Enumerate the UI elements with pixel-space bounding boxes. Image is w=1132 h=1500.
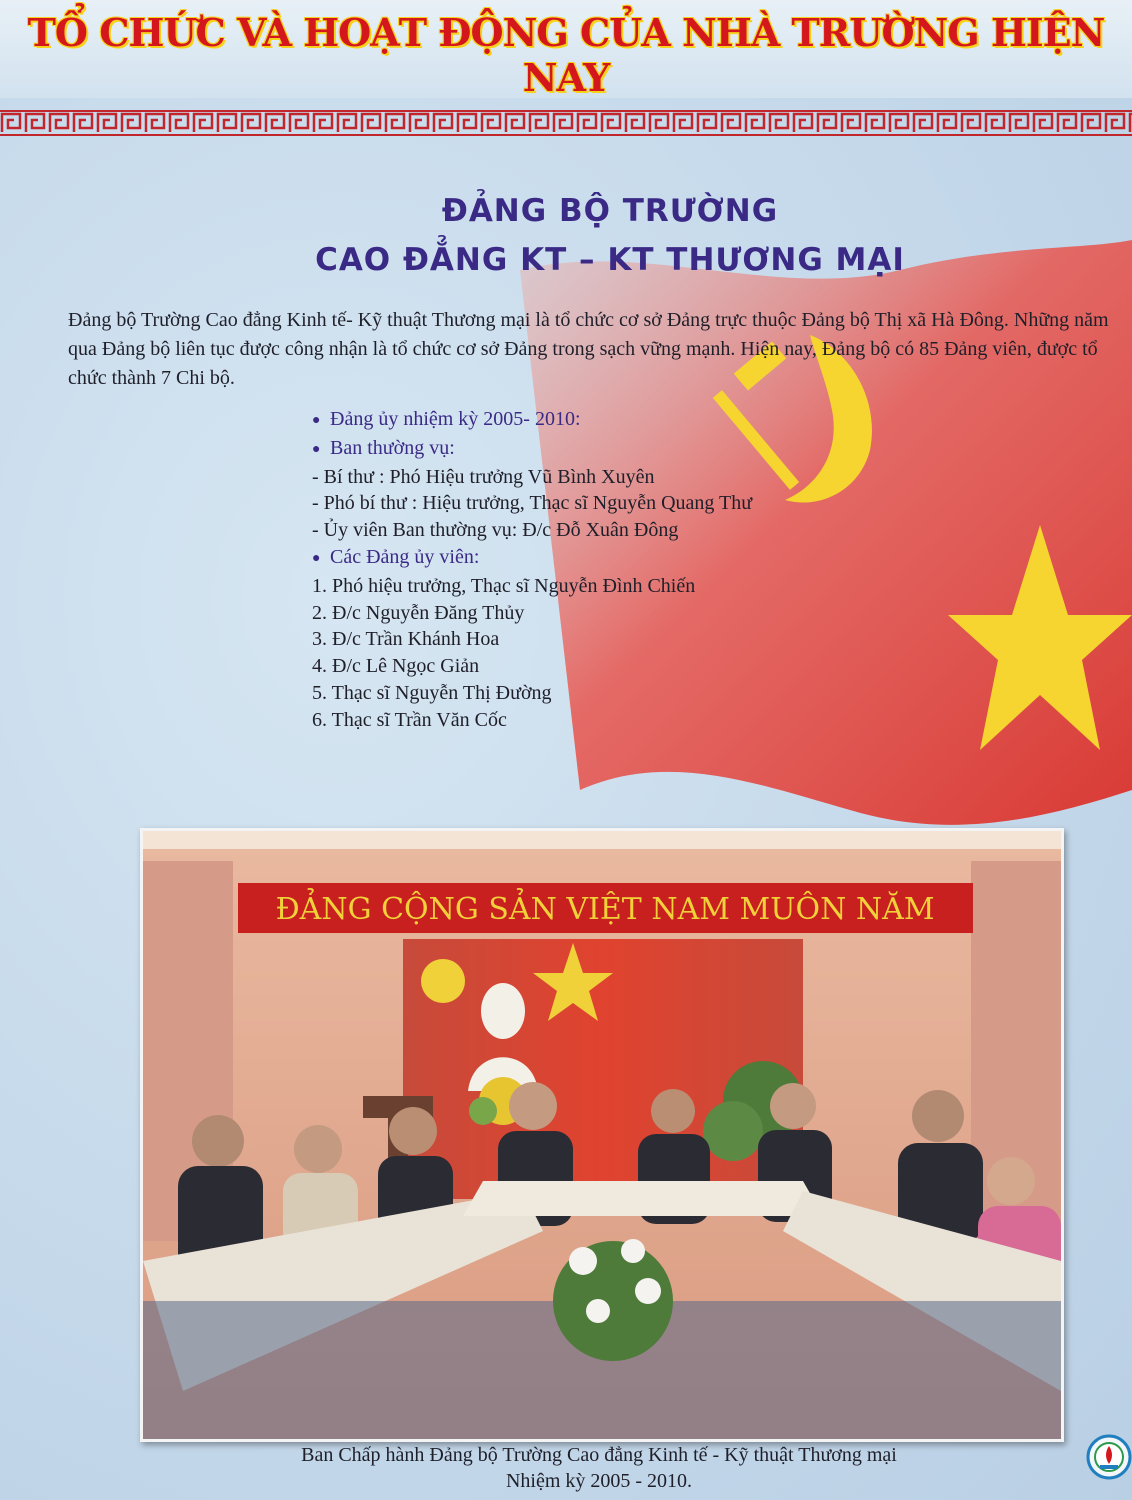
photo-caption-line1: Ban Chấp hành Đảng bộ Trường Cao đẳng Kinh tế - Kỹ thuật Thương mại <box>301 1444 897 1466</box>
members-heading: ● Các Đảng ủy viên: <box>312 544 872 573</box>
school-logo-icon <box>1086 1434 1132 1480</box>
term-heading: ● Đảng ủy nhiệm kỳ 2005- 2010: <box>312 406 872 435</box>
committee-photo <box>140 828 1064 1442</box>
standing-item: - Ủy viên Ban thường vụ: Đ/c Đỗ Xuân Đông <box>312 519 679 542</box>
greek-key-border <box>0 110 1132 136</box>
section-title-line1: ĐẢNG BỘ TRƯỜNG <box>441 193 779 229</box>
member-item: 5. Thạc sĩ Nguyễn Thị Đường <box>312 681 552 704</box>
bullet-icon: ● <box>312 550 321 566</box>
page-header-title: TỔ CHỨC VÀ HOẠT ĐỘNG CỦA NHÀ TRƯỜNG HIỆN NAY <box>27 10 1105 100</box>
member-item: 2. Đ/c Nguyễn Đăng Thủy <box>312 601 525 624</box>
standing-item: - Phó bí thư : Hiệu trưởng, Thạc sĩ Nguyễn Quang Thư <box>312 492 753 515</box>
standing-heading: ● Ban thường vụ: <box>312 435 872 464</box>
standing-item: - Bí thư : Phó Hiệu trưởng Vũ Bình Xuyên <box>312 465 655 488</box>
member-item: 1. Phó hiệu trưởng, Thạc sĩ Nguyễn Đình Chiến <box>312 574 696 597</box>
bullet-icon: ● <box>312 441 321 457</box>
member-item: 6. Thạc sĩ Trần Văn Cốc <box>312 708 507 731</box>
member-item: 4. Đ/c Lê Ngọc Giản <box>312 655 480 678</box>
member-item: 3. Đ/c Trần Khánh Hoa <box>312 628 500 651</box>
photo-banner-text: ĐẢNG CỘNG SẢN VIỆT NAM MUÔN NĂM <box>275 892 935 927</box>
section-title-line2: CAO ĐẲNG KT – KT THƯƠNG MẠI <box>315 242 905 278</box>
photo-caption-line2: Nhiệm kỳ 2005 - 2010. <box>505 1470 693 1492</box>
committee-list <box>312 406 872 734</box>
hammer-sickle-icon <box>421 959 465 1003</box>
bullet-icon: ● <box>312 413 321 428</box>
intro-paragraph: Đảng bộ Trường Cao đẳng Kinh tế- Kỹ thuật Thương mại là tổ chức cơ sở Đảng trực thuộc Đảng bộ Thị xã Hà Đông. Những năm qua Đảng bộ liên tục được công nhận là tổ chức cơ sở Đảng trong sạch vững mạnh. Hiện nay, Đảng bộ có 85 Đảng viên, được tổ chức thành 7 Chi bộ. <box>68 309 1109 389</box>
